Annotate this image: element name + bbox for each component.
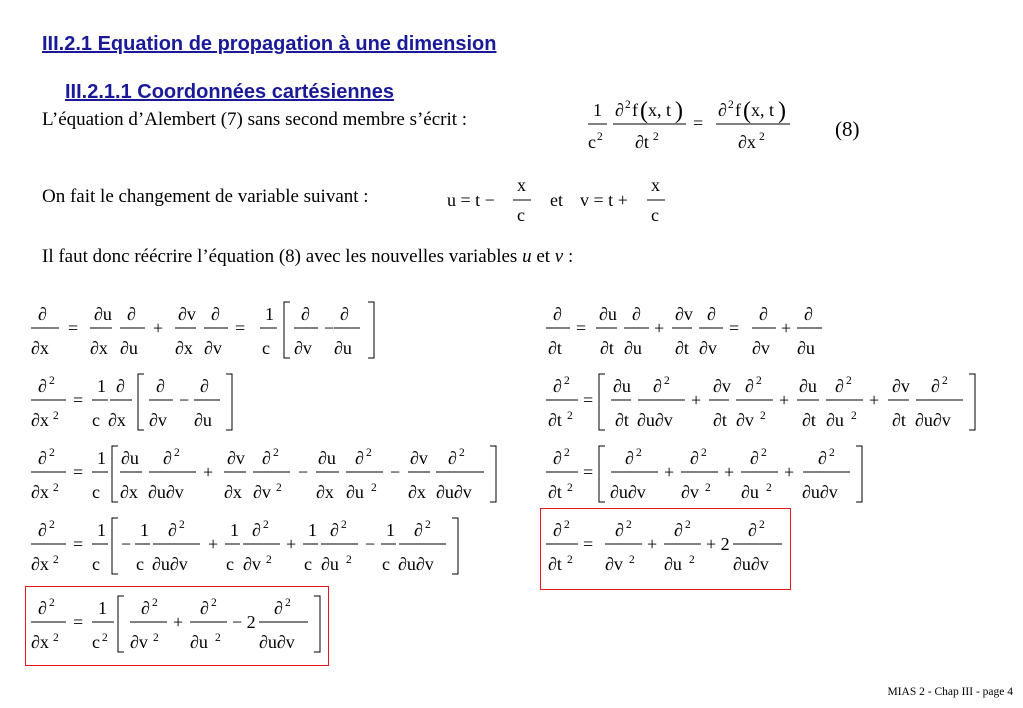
svg-text:∂x: ∂x [31, 410, 49, 430]
svg-text:1: 1 [97, 448, 106, 468]
svg-text:2: 2 [636, 447, 642, 459]
svg-text:2: 2 [567, 410, 573, 422]
svg-text:c: c [651, 205, 659, 225]
svg-text:2: 2 [567, 554, 573, 566]
svg-text:∂v: ∂v [713, 376, 731, 396]
second-derivative-x-step3 [28, 514, 458, 580]
svg-text:∂x: ∂x [31, 482, 49, 502]
svg-text:1: 1 [593, 100, 602, 120]
svg-text:2: 2 [276, 482, 282, 494]
svg-text:∂x: ∂x [408, 482, 426, 502]
svg-text:∂: ∂ [274, 598, 283, 618]
svg-text:∂v: ∂v [605, 554, 623, 574]
svg-text:2: 2 [756, 375, 762, 387]
svg-text:∂x: ∂x [31, 554, 49, 574]
svg-text:∂v: ∂v [736, 410, 754, 430]
svg-text:2: 2 [759, 519, 765, 531]
svg-text:+: + [784, 462, 795, 482]
svg-text:2: 2 [728, 99, 734, 111]
svg-text:∂: ∂ [38, 376, 47, 396]
svg-text:2: 2 [564, 447, 570, 459]
second-derivative-x-result [28, 592, 328, 658]
svg-text:c: c [588, 132, 596, 152]
first-derivative-x [28, 298, 358, 364]
svg-text:+: + [153, 318, 164, 338]
svg-text:∂: ∂ [804, 304, 813, 324]
svg-text:∂: ∂ [632, 304, 641, 324]
svg-text:∂u: ∂u [190, 632, 208, 652]
svg-text:∂: ∂ [200, 376, 209, 396]
svg-text:c: c [226, 554, 234, 574]
svg-text:+: + [779, 390, 790, 410]
svg-text:∂x: ∂x [224, 482, 242, 502]
svg-text:f: f [735, 100, 741, 120]
svg-text:1: 1 [265, 304, 274, 324]
second-derivative-t-step1 [543, 370, 983, 436]
svg-text:∂u: ∂u [826, 410, 844, 430]
svg-text:∂x: ∂x [31, 338, 49, 358]
svg-text:2: 2 [152, 597, 158, 609]
equation-number: (8) [835, 117, 860, 141]
svg-text:∂u∂v: ∂u∂v [436, 482, 472, 502]
svg-text:∂u: ∂u [664, 554, 682, 574]
svg-text:∂v: ∂v [130, 632, 148, 652]
svg-text:∂: ∂ [38, 448, 47, 468]
svg-text:∂u∂v: ∂u∂v [915, 410, 951, 430]
change-variable-line: On fait le changement de variable suivant : [42, 186, 369, 207]
svg-text:∂: ∂ [818, 448, 827, 468]
svg-text:2: 2 [705, 482, 711, 494]
svg-text:+: + [664, 462, 675, 482]
svg-text:∂t: ∂t [615, 410, 629, 430]
svg-text:c: c [262, 338, 270, 358]
svg-text:2: 2 [49, 597, 55, 609]
svg-text:∂: ∂ [690, 448, 699, 468]
svg-text:2: 2 [653, 131, 659, 143]
svg-text:∂: ∂ [759, 304, 768, 324]
svg-text:2: 2 [211, 597, 217, 609]
svg-text:+: + [869, 390, 880, 410]
svg-text:∂: ∂ [168, 520, 177, 540]
svg-text:∂v: ∂v [699, 338, 717, 358]
svg-text:2: 2 [761, 447, 767, 459]
svg-text:2: 2 [49, 519, 55, 531]
svg-text:∂: ∂ [163, 448, 172, 468]
svg-text:∂u: ∂u [799, 376, 817, 396]
svg-text:2: 2 [53, 482, 59, 494]
svg-text:∂v: ∂v [675, 304, 693, 324]
svg-text:2: 2 [846, 375, 852, 387]
svg-text:2: 2 [564, 375, 570, 387]
svg-text:=: = [235, 318, 246, 338]
svg-text:+: + [691, 390, 702, 410]
svg-text:∂u∂v: ∂u∂v [802, 482, 838, 502]
svg-text:∂x: ∂x [316, 482, 334, 502]
svg-text:∂: ∂ [748, 520, 757, 540]
svg-text:u = t −: u = t − [447, 190, 495, 210]
svg-text:∂x: ∂x [738, 132, 756, 152]
svg-text:et: et [550, 190, 563, 210]
svg-text:−: − [121, 534, 132, 554]
svg-text:+: + [724, 462, 735, 482]
svg-text:v = t +: v = t + [580, 190, 628, 210]
svg-text:∂: ∂ [615, 100, 624, 120]
svg-text:∂v: ∂v [227, 448, 245, 468]
svg-text:∂: ∂ [355, 448, 364, 468]
svg-text:x, t: x, t [648, 100, 672, 120]
svg-text:=: = [583, 462, 594, 482]
svg-text:∂: ∂ [553, 304, 562, 324]
svg-text:1: 1 [308, 520, 317, 540]
page-footer: MIAS 2 - Chap III - page 4 [887, 686, 1013, 698]
svg-text:∂t: ∂t [802, 410, 816, 430]
svg-text:): ) [778, 98, 786, 124]
svg-text:∂t: ∂t [892, 410, 906, 430]
svg-text:∂x: ∂x [108, 410, 126, 430]
svg-text:∂: ∂ [615, 520, 624, 540]
svg-text:∂: ∂ [116, 376, 125, 396]
svg-text:−: − [324, 318, 335, 338]
svg-text:∂: ∂ [330, 520, 339, 540]
svg-text:2: 2 [174, 447, 180, 459]
section-heading: III.2.1 Equation de propagation à une dimension [42, 33, 497, 55]
svg-text:∂t: ∂t [548, 554, 562, 574]
svg-text:2: 2 [626, 519, 632, 531]
svg-text:c: c [382, 554, 390, 574]
svg-text:2: 2 [102, 632, 108, 644]
svg-text:∂x: ∂x [31, 632, 49, 652]
svg-text:∂v: ∂v [681, 482, 699, 502]
svg-text:2: 2 [266, 554, 272, 566]
svg-text:∂: ∂ [340, 304, 349, 324]
svg-text:∂: ∂ [414, 520, 423, 540]
svg-text:2: 2 [53, 554, 59, 566]
svg-text:∂v: ∂v [243, 554, 261, 574]
svg-text:+: + [647, 534, 658, 554]
svg-text:−: − [365, 534, 376, 554]
svg-text:∂: ∂ [211, 304, 220, 324]
svg-text:∂u: ∂u [321, 554, 339, 574]
svg-text:∂u: ∂u [334, 338, 352, 358]
svg-text:2: 2 [629, 554, 635, 566]
svg-text:∂v: ∂v [410, 448, 428, 468]
svg-text:2: 2 [371, 482, 377, 494]
svg-text:∂u: ∂u [599, 304, 617, 324]
svg-text:∂: ∂ [141, 598, 150, 618]
svg-text:∂t: ∂t [675, 338, 689, 358]
svg-text:∂v: ∂v [178, 304, 196, 324]
svg-text:=: = [583, 390, 594, 410]
svg-text:=: = [73, 390, 84, 410]
svg-text:c: c [517, 205, 525, 225]
second-derivative-t-step2 [543, 442, 873, 508]
svg-text:2: 2 [689, 554, 695, 566]
svg-text:1: 1 [97, 520, 106, 540]
svg-text:2: 2 [49, 375, 55, 387]
svg-text:∂u: ∂u [797, 338, 815, 358]
svg-text:c: c [92, 410, 100, 430]
svg-text:+: + [654, 318, 665, 338]
svg-text:2: 2 [179, 519, 185, 531]
svg-text:+: + [286, 534, 297, 554]
svg-text:∂x: ∂x [175, 338, 193, 358]
svg-text:∂: ∂ [448, 448, 457, 468]
svg-text:∂t: ∂t [548, 338, 562, 358]
svg-text:2: 2 [851, 410, 857, 422]
svg-text:∂: ∂ [156, 376, 165, 396]
svg-text:=: = [68, 318, 79, 338]
svg-text:∂: ∂ [625, 448, 634, 468]
svg-text:(: ( [640, 98, 648, 124]
svg-text:2: 2 [760, 410, 766, 422]
svg-text:∂t: ∂t [713, 410, 727, 430]
svg-text:∂u: ∂u [194, 410, 212, 430]
svg-text:2: 2 [366, 447, 372, 459]
svg-text:∂u: ∂u [121, 448, 139, 468]
svg-text:∂: ∂ [718, 100, 727, 120]
svg-text:2: 2 [664, 375, 670, 387]
svg-text:∂: ∂ [262, 448, 271, 468]
svg-text:∂: ∂ [931, 376, 940, 396]
first-derivative-t [543, 298, 843, 364]
svg-text:2: 2 [53, 632, 59, 644]
svg-text:∂: ∂ [200, 598, 209, 618]
svg-text:c: c [92, 482, 100, 502]
svg-text:1: 1 [386, 520, 395, 540]
svg-text:∂: ∂ [553, 376, 562, 396]
svg-text:1: 1 [140, 520, 149, 540]
svg-text:∂u∂v: ∂u∂v [148, 482, 184, 502]
svg-text:∂u: ∂u [94, 304, 112, 324]
svg-text:∂: ∂ [252, 520, 261, 540]
svg-text:c: c [136, 554, 144, 574]
svg-text:2: 2 [625, 99, 631, 111]
svg-text:∂v: ∂v [752, 338, 770, 358]
svg-text:∂u∂v: ∂u∂v [733, 554, 769, 574]
svg-text:x: x [517, 175, 526, 195]
svg-text:=: = [693, 113, 704, 133]
svg-text:2: 2 [53, 410, 59, 422]
svg-text:c: c [92, 632, 100, 652]
svg-text:∂u: ∂u [624, 338, 642, 358]
svg-text:∂: ∂ [745, 376, 754, 396]
svg-text:∂: ∂ [38, 520, 47, 540]
second-derivative-x-step1 [28, 370, 248, 436]
svg-text:+: + [781, 318, 792, 338]
svg-text:f: f [632, 100, 638, 120]
svg-text:2: 2 [273, 447, 279, 459]
svg-text:+: + [203, 462, 214, 482]
svg-text:2: 2 [49, 447, 55, 459]
svg-text:∂u∂v: ∂u∂v [637, 410, 673, 430]
svg-text:∂: ∂ [707, 304, 716, 324]
svg-text:∂x: ∂x [90, 338, 108, 358]
svg-text:(: ( [743, 98, 751, 124]
svg-text:2: 2 [942, 375, 948, 387]
svg-text:2: 2 [346, 554, 352, 566]
svg-text:−: − [390, 462, 401, 482]
svg-text:x: x [651, 175, 660, 195]
svg-text:=: = [73, 534, 84, 554]
svg-text:2: 2 [341, 519, 347, 531]
svg-text:−: − [298, 462, 309, 482]
svg-text:∂: ∂ [553, 520, 562, 540]
svg-text:∂: ∂ [38, 304, 47, 324]
svg-text:∂t: ∂t [635, 132, 649, 152]
svg-text:2: 2 [564, 519, 570, 531]
svg-text:∂u: ∂u [120, 338, 138, 358]
svg-text:∂v: ∂v [253, 482, 271, 502]
change-of-variables [447, 173, 687, 231]
svg-text:∂: ∂ [653, 376, 662, 396]
svg-text:+: + [173, 612, 184, 632]
svg-text:c: c [304, 554, 312, 574]
svg-text:=: = [729, 318, 740, 338]
svg-text:): ) [675, 98, 683, 124]
svg-text:2: 2 [153, 632, 159, 644]
svg-text:+: + [208, 534, 219, 554]
svg-text:∂: ∂ [127, 304, 136, 324]
svg-text:+ 2: + 2 [706, 534, 730, 554]
svg-text:=: = [73, 462, 84, 482]
svg-text:x, t: x, t [751, 100, 775, 120]
second-derivative-t-result [543, 514, 793, 580]
svg-text:∂u∂v: ∂u∂v [398, 554, 434, 574]
svg-text:2: 2 [766, 482, 772, 494]
svg-text:−: − [179, 390, 190, 410]
second-derivative-x-step2 [28, 442, 498, 508]
svg-text:∂: ∂ [674, 520, 683, 540]
svg-text:2: 2 [215, 632, 221, 644]
subsection-heading: III.2.1.1 Coordonnées cartésiennes [65, 81, 395, 103]
svg-text:=: = [583, 534, 594, 554]
svg-text:∂v: ∂v [294, 338, 312, 358]
svg-text:∂u: ∂u [346, 482, 364, 502]
svg-text:∂t: ∂t [548, 482, 562, 502]
svg-text:=: = [576, 318, 587, 338]
svg-text:∂x: ∂x [120, 482, 138, 502]
svg-text:2: 2 [829, 447, 835, 459]
svg-text:2: 2 [567, 482, 573, 494]
svg-text:1: 1 [97, 376, 106, 396]
svg-text:1: 1 [230, 520, 239, 540]
svg-text:∂v: ∂v [204, 338, 222, 358]
rewrite-line: Il faut donc réécrire l’équation (8) avec les nouvelles variables u et v : [42, 246, 574, 267]
svg-text:∂t: ∂t [600, 338, 614, 358]
svg-text:2: 2 [263, 519, 269, 531]
svg-text:∂u∂v: ∂u∂v [152, 554, 188, 574]
svg-text:∂: ∂ [38, 598, 47, 618]
svg-text:2: 2 [597, 131, 603, 143]
svg-text:2: 2 [285, 597, 291, 609]
svg-text:2: 2 [701, 447, 707, 459]
svg-text:∂u: ∂u [613, 376, 631, 396]
svg-text:∂t: ∂t [548, 410, 562, 430]
svg-text:∂v: ∂v [892, 376, 910, 396]
svg-text:1: 1 [98, 598, 107, 618]
svg-text:∂v: ∂v [149, 410, 167, 430]
svg-text:∂: ∂ [835, 376, 844, 396]
svg-text:− 2: − 2 [232, 612, 256, 632]
svg-text:∂u∂v: ∂u∂v [259, 632, 295, 652]
svg-text:∂u∂v: ∂u∂v [610, 482, 646, 502]
svg-text:=: = [73, 612, 84, 632]
svg-text:∂u: ∂u [741, 482, 759, 502]
svg-text:2: 2 [459, 447, 465, 459]
svg-text:2: 2 [425, 519, 431, 531]
svg-text:∂: ∂ [750, 448, 759, 468]
svg-text:2: 2 [759, 131, 765, 143]
dalembert-equation [583, 96, 803, 158]
intro-line: L’équation d’Alembert (7) sans second membre s’écrit : [42, 109, 468, 130]
svg-text:∂u: ∂u [318, 448, 336, 468]
svg-text:∂: ∂ [553, 448, 562, 468]
svg-text:c: c [92, 554, 100, 574]
svg-text:∂: ∂ [301, 304, 310, 324]
svg-text:2: 2 [685, 519, 691, 531]
